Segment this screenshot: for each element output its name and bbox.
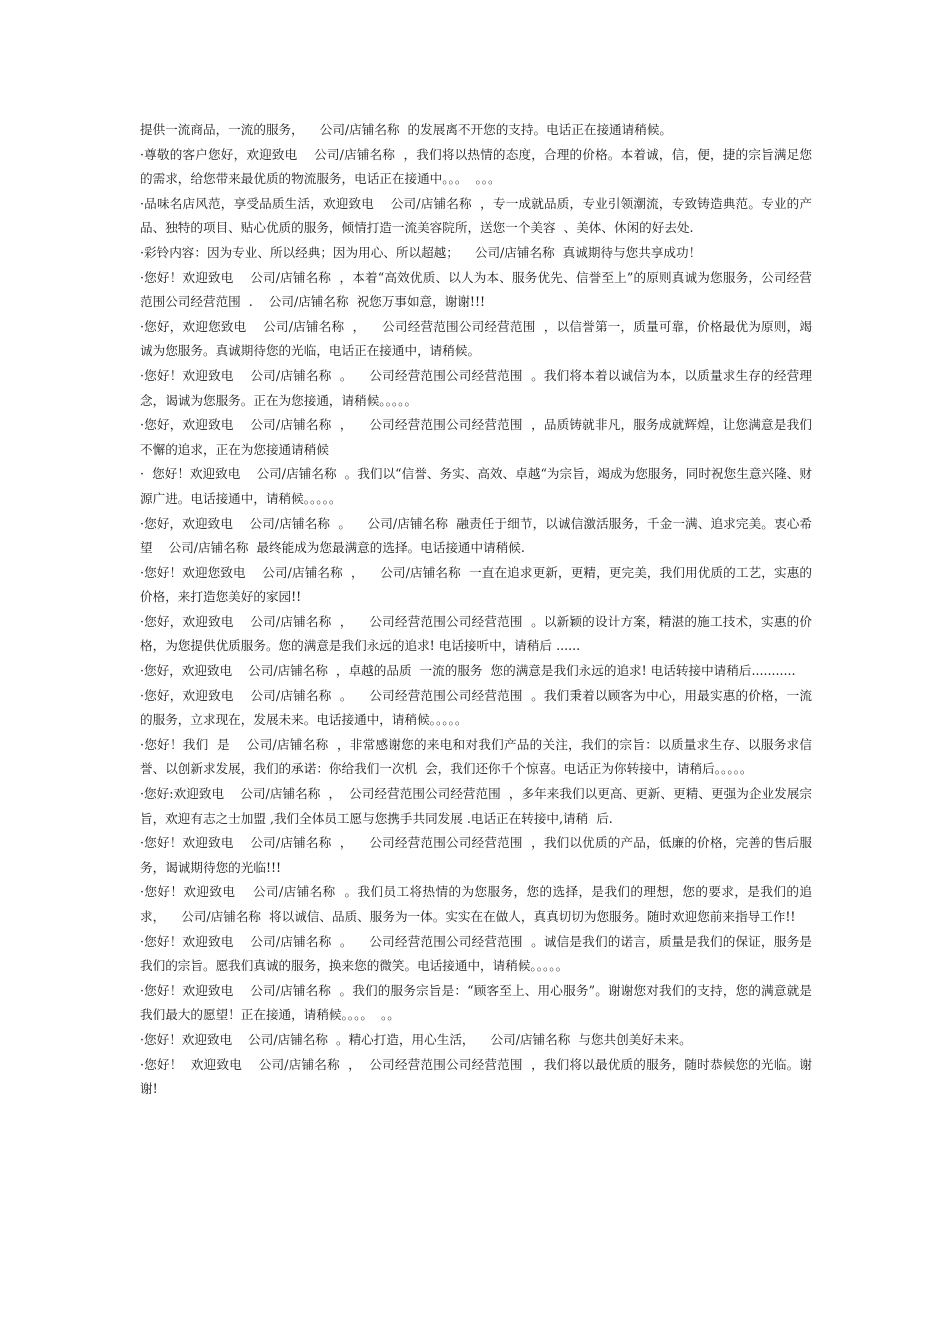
paragraph-16: ·您好:欢迎致电 公司/店铺名称 ， 公司经营范围公司经营范围 ，多年来我们以更高、更新、更精、更强为企业发展宗旨，欢迎有志之士加盟 ,我们全体员工愿与您携手共同发展 .电话正在转接中,请稍 后.: [140, 786, 812, 826]
paragraph-5: ·您好！欢迎致电 公司/店铺名称 ，本着“高效优质、以人为本、服务优先、信誉至上”的原则真诚为您服务，公司经营范围公司经营范围 . 公司/店铺名称 祝您万事如意，谢谢!!!: [140, 269, 812, 310]
paragraph-7: ·您好！欢迎致电 公司/店铺名称 。 公司经营范围公司经营范围 。我们将本着以诚信为本，以质量求生存的经营理念，谒诚为您服务。正在为您接通，请稍候。。。。。: [140, 367, 812, 408]
paragraph-20: ·您好！欢迎致电 公司/店铺名称 。我们的服务宗旨是：“顾客至上、用心服务”。谢谢您对我们的支持，您的满意就是我们最大的愿望！正在接通，请稍候。。。。 。。: [140, 982, 812, 1023]
paragraph-15: ·您好！我们 是 公司/店铺名称 ，非常感谢您的来电和对我们产品的关注，我们的宗旨：以质量求生存、以服务求信誉、以创新求发展，我们的承诺：你给我们一次机 会，我们还你千个惊喜。电话正为你转接中，请稍后。。。。。: [140, 736, 812, 777]
paragraph-19: ·您好！欢迎致电 公司/店铺名称 。 公司经营范围公司经营范围 。诚信是我们的诺言，质量是我们的保证，服务是我们的宗旨。愿我们真诚的服务，换来您的微笑。电话接通中，请稍候。。。。。: [140, 933, 812, 974]
paragraph-10: ·您好，欢迎致电 公司/店铺名称 。 公司/店铺名称 融责任于细节，以诚信激活服务，千金一满、追求完美。衷心希望 公司/店铺名称 最终能成为您最满意的选择。电话接通中请稍候.: [140, 515, 812, 556]
paragraph-6: ·您好，欢迎您致电 公司/店铺名称 ， 公司经营范围公司经营范围 ，以信誉第一，质量可靠，价格最优为原则，竭诚为您服务。真诚期待您的光临，电话正在接通中，请稍候。: [140, 318, 812, 359]
paragraph-8: ·您好，欢迎致电 公司/店铺名称 ， 公司经营范围公司经营范围 ，品质铸就非凡，服务成就辉煌，让您满意是我们不懈的追求，正在为您接通请稍候: [140, 417, 812, 457]
paragraph-3: ·品味名店风范，享受品质生活，欢迎致电 公司/店铺名称 ，专一成就品质，专业引领潮流，专致铸造典范。专业的产品、独特的项目、贴心优质的服务，倾情打造一流美容院所，送您一个美容 、美体、休闲的好去处.: [140, 195, 812, 236]
paragraph-12: ·您好，欢迎致电 公司/店铺名称 ， 公司经营范围公司经营范围 。以新颖的设计方案，精湛的施工技术，实惠的价格，为您提供优质服务。您的满意是我们永远的追求! 电话接听中，请稍后 ......: [140, 613, 812, 654]
paragraph-14: ·您好，欢迎致电 公司/店铺名称 。 公司经营范围公司经营范围 。我们秉着以顾客为中心，用最实惠的价格，一流的服务，立求现在，发展未来。电话接通中，请稍候。。。。。: [140, 687, 812, 728]
paragraph-1: 提供一流商品，一流的服务， 公司/店铺名称 的发展离不开您的支持。电话正在接通请稍候。: [140, 122, 673, 137]
paragraph-11: ·您好！欢迎您致电 公司/店铺名称 ， 公司/店铺名称 一直在追求更新，更精，更完美，我们用优质的工艺，实惠的价格，来打造您美好的家园!!: [140, 564, 812, 605]
document-body: [140, 118, 812, 1102]
paragraph-4: ·彩铃内容：因为专业、所以经典；因为用心、所以超越； 公司/店铺名称 真诚期待与您共享成功！: [140, 244, 702, 260]
paragraph-17: ·您好！欢迎致电 公司/店铺名称 ， 公司经营范围公司经营范围 ，我们以优质的产品，低廉的价格，完善的售后服务，谒诚期待您的光临!!!: [140, 835, 812, 875]
paragraph-22: ·您好！ 欢迎致电 公司/店铺名称 ， 公司经营范围公司经营范围 ，我们将以最优质的服务，随时恭候您的光临。谢谢!: [140, 1056, 812, 1097]
paragraph-21: ·您好！欢迎致电 公司/店铺名称 。精心打造，用心生活， 公司/店铺名称 与您共创美好未来。: [140, 1031, 692, 1047]
paragraph-9: · 您好！欢迎致电 公司/店铺名称 。我们以“信誉、务实、高效、卓越“为宗旨，竭成为您服务，同时祝您生意兴隆、财源广进。电话接通中，请稍候。。。。。: [140, 466, 812, 506]
paragraph-13: ·您好，欢迎致电 公司/店铺名称 ，卓越的品质 一流的服务 您的满意是我们永远的追求! 电话转接中请稍后...........: [140, 663, 796, 679]
paragraph-18: ·您好！欢迎致电 公司/店铺名称 。我们员工将热情的为您服务，您的选择，是我们的理想，您的要求，是我们的追求， 公司/店铺名称 将以诚信、品质、服务为一体。实实在在做人，真真切切为您服务。随时欢迎您前来指导工作!!: [140, 884, 812, 924]
paragraph-2: ·尊敬的客户您好，欢迎致电 公司/店铺名称 ，我们将以热情的态度，合理的价格。本着诚，信，便，捷的宗旨满足您的需求，给您带来最优质的物流服务，电话正在接通中。。。 。。。: [140, 146, 812, 187]
